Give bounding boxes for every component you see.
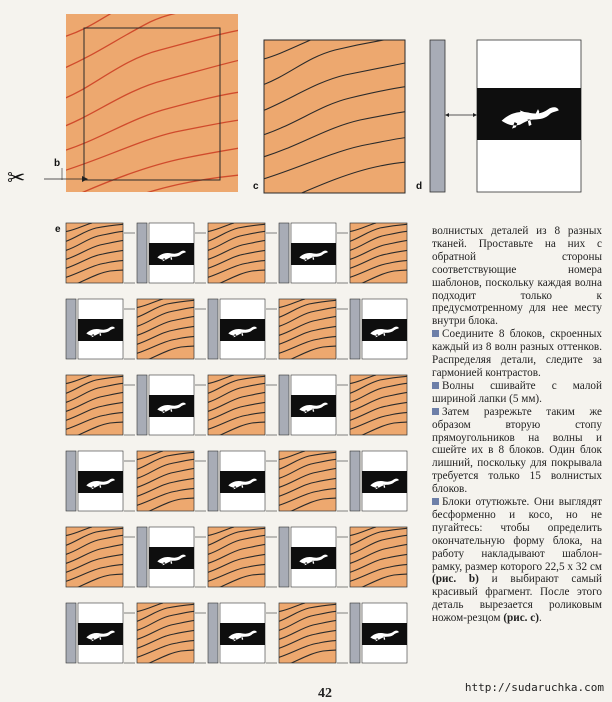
- lizard-block: [66, 299, 123, 359]
- lizard-block: [350, 299, 407, 359]
- wave-block: [348, 375, 410, 437]
- lizard-block: [208, 603, 265, 663]
- figure-b-wave-panel: [60, 5, 240, 198]
- lizard-block: [279, 375, 336, 435]
- source-url: http://sudaruchka.com: [464, 681, 604, 694]
- wave-block: [277, 299, 339, 361]
- bullet-icon: [432, 330, 439, 337]
- lizard-block: [208, 299, 265, 359]
- lizard-block: [137, 223, 194, 283]
- lizard-block: [279, 223, 336, 283]
- figure-label-b: b: [54, 158, 61, 169]
- lizard-block: [137, 527, 194, 587]
- bullet-icon: [432, 408, 439, 415]
- wave-block: [206, 223, 268, 285]
- scissors-icon: ✂: [7, 165, 26, 190]
- page-number: 42: [318, 686, 332, 701]
- lizard-block: [350, 603, 407, 663]
- lizard-block: [66, 451, 123, 511]
- wave-block: [135, 603, 197, 665]
- wave-block: [64, 527, 126, 589]
- wave-block: [135, 451, 197, 513]
- paragraph-2: Соедините 8 блоков, скроенных каждый из 8 волн разных оттенков. Распределяя детали, следите за гармонией контрастов.: [432, 328, 602, 379]
- lizard-block: [137, 375, 194, 435]
- wave-block: [277, 451, 339, 513]
- paragraph-1: волнистых деталей из 8 разных тканей. Проставьте на них с обратной стороны соответствующие номера шаблонов, поскольку каждая волна подходит только к предусмотренному для нее месту внутри блока.: [432, 225, 602, 328]
- bullet-icon: [432, 382, 439, 389]
- wave-block: [206, 375, 268, 437]
- paragraph-4: Затем разрежьте таким же образом вторую стопу прямоугольников на волны и сшейте их в 8 блоков. Один блок лишний, поскольку для покрывала требуется только 15 волнистых блоков.: [432, 405, 602, 496]
- wave-block: [277, 603, 339, 665]
- instructions-text: [432, 225, 602, 625]
- block-grid: [0, 215, 430, 685]
- figure-label-c: c: [253, 181, 259, 192]
- paragraph-5: Блоки отутюжьте. Они выглядят бесформенно и косо, но не пугайтесь: чтобы определить окончательную форму блока, на работу накладывают шаблон-рамку, размер которого 22,5 х 32 см (рис. b) и выбирают самый красивый фрагмент. После этого деталь вырезается роликовым ножом-резцом (рис. c).: [432, 496, 602, 625]
- wave-block: [348, 223, 410, 285]
- bullet-icon: [432, 498, 439, 505]
- lizard-block: [66, 603, 123, 663]
- lizard-block: [350, 451, 407, 511]
- figure-c-trimmed-panel: [260, 36, 410, 198]
- lizard-block: [279, 527, 336, 587]
- figure-label-e: e: [55, 224, 61, 235]
- top-figures: [0, 0, 612, 215]
- wave-block: [64, 223, 126, 285]
- wave-block: [348, 527, 410, 589]
- figure-label-d: d: [416, 181, 423, 192]
- wave-block: [135, 299, 197, 361]
- figure-d-lizard-block: [430, 40, 581, 192]
- lizard-block: [208, 451, 265, 511]
- paragraph-3: Волны сшивайте с малой шириной лапки (5 мм).: [432, 379, 602, 405]
- wave-block: [206, 527, 268, 589]
- wave-block: [64, 375, 126, 437]
